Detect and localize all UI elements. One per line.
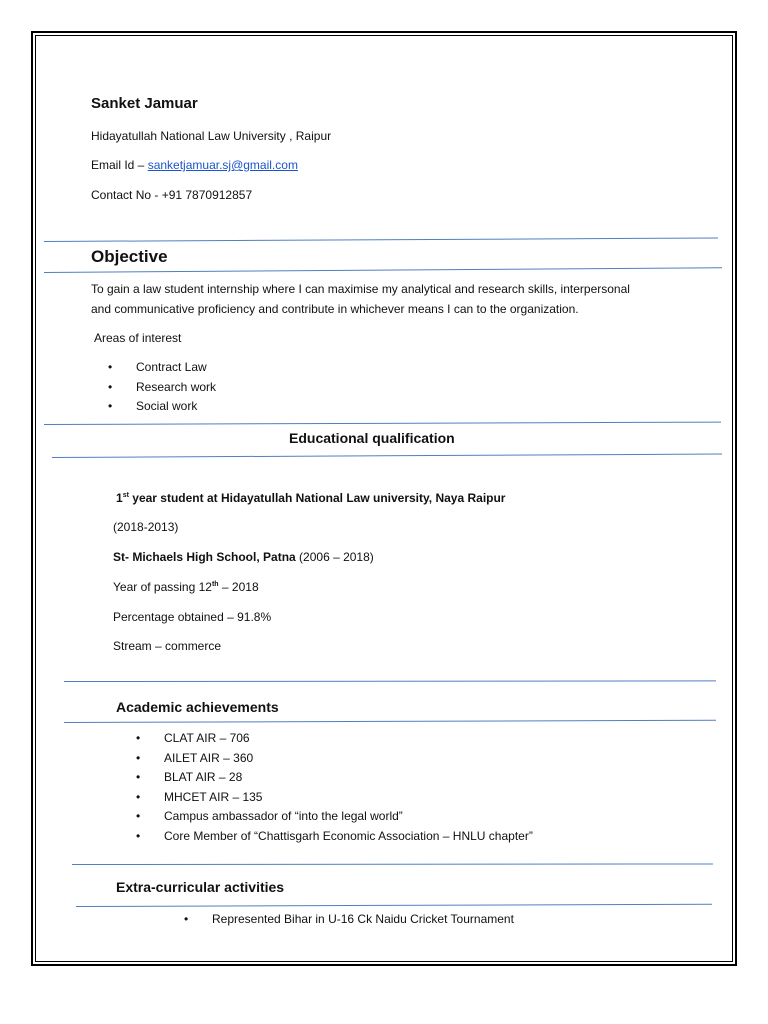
contact-line: Contact No - +91 7870912857: [91, 188, 253, 202]
education-year-line: 1st year student at Hidayatullah National Law university, Naya Raipur: [116, 491, 506, 505]
list-item: • Represented Bihar in U-16 Ck Naidu Cricket Tournament: [212, 910, 514, 930]
education-years: (2018-2013): [113, 520, 179, 534]
list-item: • BLAT AIR – 28: [164, 768, 533, 788]
list-item: • Campus ambassador of “into the legal world”: [164, 807, 533, 827]
university-line: Hidayatullah National Law University , Raipur: [91, 129, 332, 143]
list-item: • MHCET AIR – 135: [164, 788, 533, 808]
email-line: [91, 158, 298, 172]
objective-line-1: To gain a law student internship where I can maximise my analytical and research skills, interpersonal: [91, 282, 630, 296]
academic-list: [164, 729, 533, 846]
education-heading: Educational qualification: [289, 430, 455, 446]
academic-heading: Academic achievements: [116, 699, 279, 715]
list-item: • Social work: [136, 397, 216, 417]
objective-heading: Objective: [91, 247, 168, 266]
stream-line: Stream – commerce: [113, 639, 222, 653]
areas-heading: Areas of interest: [94, 331, 182, 345]
school-name: St- Michaels High School, Patna: [113, 550, 296, 564]
extra-list: [212, 910, 514, 930]
passing-line: Year of passing 12th – 2018: [113, 580, 259, 594]
objective-line-2: and communicative proficiency and contribute in whichever means I can to the organization.: [91, 302, 579, 316]
email-link[interactable]: sanketjamuar.sj@gmail.com: [147, 158, 298, 172]
list-item: • Research work: [136, 378, 216, 398]
email-label: Email Id –: [91, 158, 145, 172]
school-line: [113, 550, 374, 564]
extra-heading: Extra-curricular activities: [116, 879, 285, 895]
candidate-name: Sanket Jamuar: [91, 95, 198, 112]
percentage-line: Percentage obtained – 91.8%: [113, 610, 272, 624]
list-item: • Contract Law: [136, 358, 216, 378]
list-item: • Core Member of “Chattisgarh Economic Association – HNLU chapter”: [164, 827, 533, 847]
school-years: (2006 – 2018): [299, 550, 374, 564]
list-item: • CLAT AIR – 706: [164, 729, 533, 749]
areas-list: [136, 358, 216, 417]
list-item: • AILET AIR – 360: [164, 749, 533, 769]
